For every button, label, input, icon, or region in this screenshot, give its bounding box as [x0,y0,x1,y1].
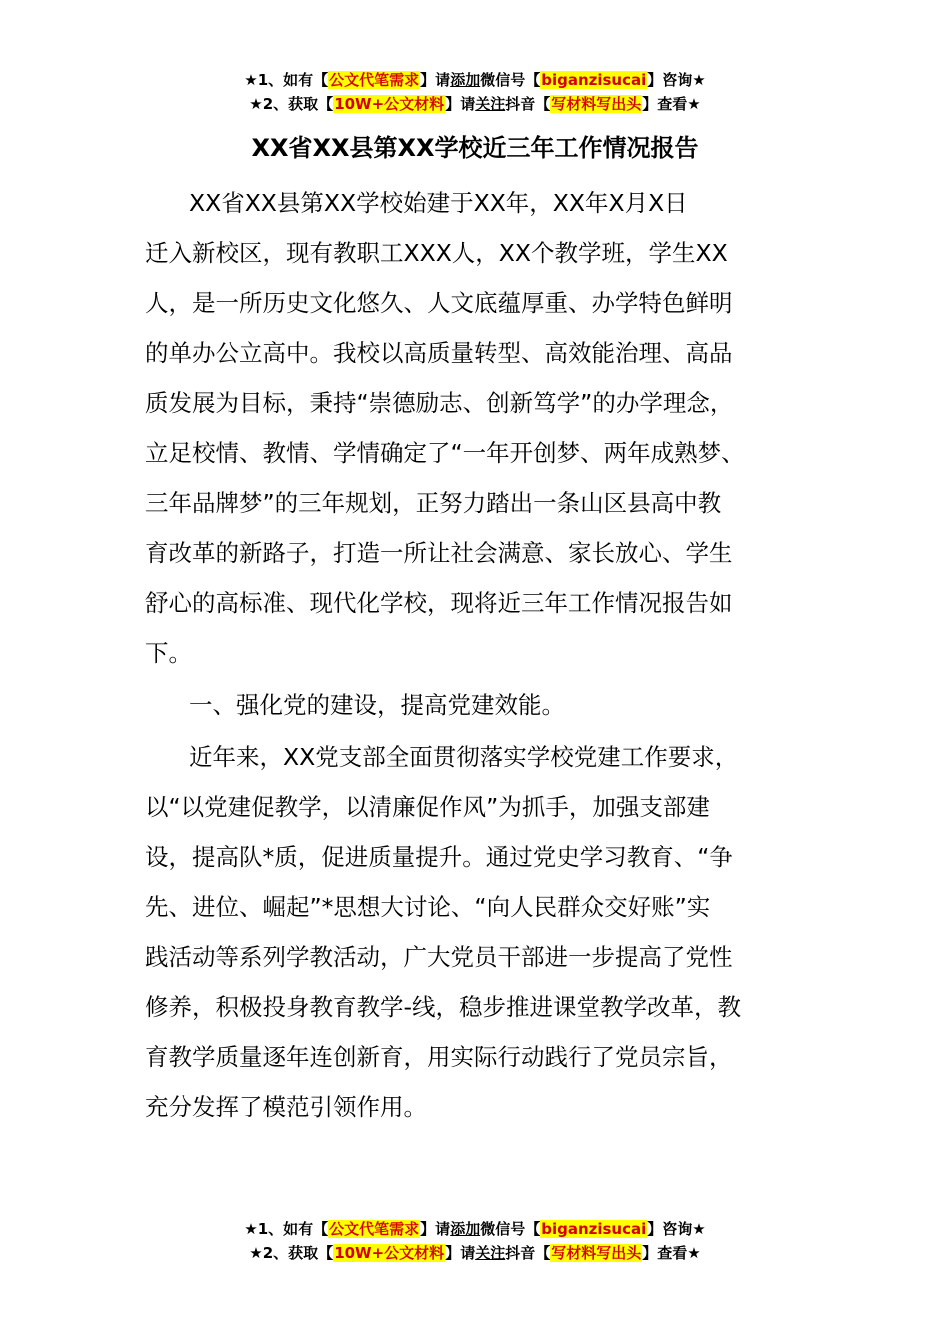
promo-text: ★1、如有【 [244,71,329,89]
promo-text: 抖音【 [505,95,551,113]
douyin-account-highlight: 写材料写出头 [551,95,642,113]
promo-underlined-text: 关注 [475,1244,506,1262]
promo-text: 】请 [445,1244,476,1262]
promo-banner-top [0,68,950,116]
text-line: 舒心的高标准、现代化学校，现将近三年工作情况报告如 [145,589,733,617]
promo-text: ★2、获取【 [249,95,334,113]
text-line: 践活动等系列学教活动，广大党员干部进一步提高了党性 [145,943,733,971]
promo-text: ★1、如有【 [244,1220,329,1238]
promo-highlight: 10W+公文材料 [334,95,445,113]
promo-text: 】请 [420,1220,451,1238]
paragraph-party-building [145,732,815,1132]
wechat-id-highlight: biganzisucai [541,71,647,89]
text-line: 先、进位、崛起”*思想大讨论、“向人民群众交好账”实 [145,893,711,921]
document-title: XX省XX县第XX学校近三年工作情况报告 [251,134,699,162]
promo-underlined-text: 关注 [475,95,506,113]
promo-line-2 [0,92,950,116]
promo-banner-bottom [0,1217,950,1265]
promo-text: 】查看★ [642,95,701,113]
text-line: 迁入新校区，现有教职工XXX人，XX个教学班，学生XX [145,239,728,267]
text-line: 以“以党建促教学，以清廉促作风”为抓手，加强支部建 [145,793,710,821]
text-line: 人，是一所历史文化悠久、人文底蕴厚重、办学特色鲜明 [145,289,733,317]
promo-text: 】请 [420,71,451,89]
promo-text: 】咨询★ [647,71,706,89]
promo-line-1 [0,1217,950,1241]
text-line: 充分发挥了模范引领作用。 [145,1093,427,1121]
promo-underlined-text: 添加 [450,1220,481,1238]
promo-highlight: 公文代笔需求 [329,1220,420,1238]
promo-highlight: 10W+公文材料 [334,1244,445,1262]
wechat-id-highlight: biganzisucai [541,1220,647,1238]
text-line: 育教学质量逐年连创新育，用实际行动践行了党员宗旨， [145,1043,733,1071]
douyin-account-highlight: 写材料写出头 [551,1244,642,1262]
promo-underlined-text: 添加 [450,71,481,89]
text-line: 质发展为目标，秉持“崇德励志、创新笃学”的办学理念， [145,389,734,417]
text-line: 的单办公立高中。我校以高质量转型、高效能治理、高品 [145,339,733,367]
text-line: 设，提高队*质，促进质量提升。通过党史学习教育、“争 [145,843,733,871]
promo-highlight: 公文代笔需求 [329,71,420,89]
text-line: 三年品牌梦”的三年规划，正努力踏出一条山区县高中教 [145,489,722,517]
text-line: XX省XX县第XX学校始建于XX年，XX年X月X日 [189,189,688,217]
section-heading: 一、强化党的建设，提高党建效能。 [189,691,565,719]
promo-text: 】请 [445,95,476,113]
promo-text: 微信号【 [480,1220,541,1238]
promo-line-2 [0,1241,950,1265]
promo-line-1 [0,68,950,92]
promo-text: 抖音【 [505,1244,551,1262]
promo-text: 】咨询★ [647,1220,706,1238]
paragraph-intro [145,178,815,678]
text-line: 修养，积极投身教育教学-线，稳步推进课堂教学改革，教 [145,993,741,1021]
text-line: 近年来，XX党支部全面贯彻落实学校党建工作要求， [189,743,739,771]
promo-text: 】查看★ [642,1244,701,1262]
document-body [145,178,815,1132]
text-line: 育改革的新路子，打造一所让社会满意、家长放心、学生 [145,539,733,567]
promo-text: ★2、获取【 [249,1244,334,1262]
text-line: 立足校情、教情、学情确定了“一年开创梦、两年成熟梦、 [145,439,745,467]
promo-text: 微信号【 [480,71,541,89]
text-line: 下。 [145,639,192,667]
